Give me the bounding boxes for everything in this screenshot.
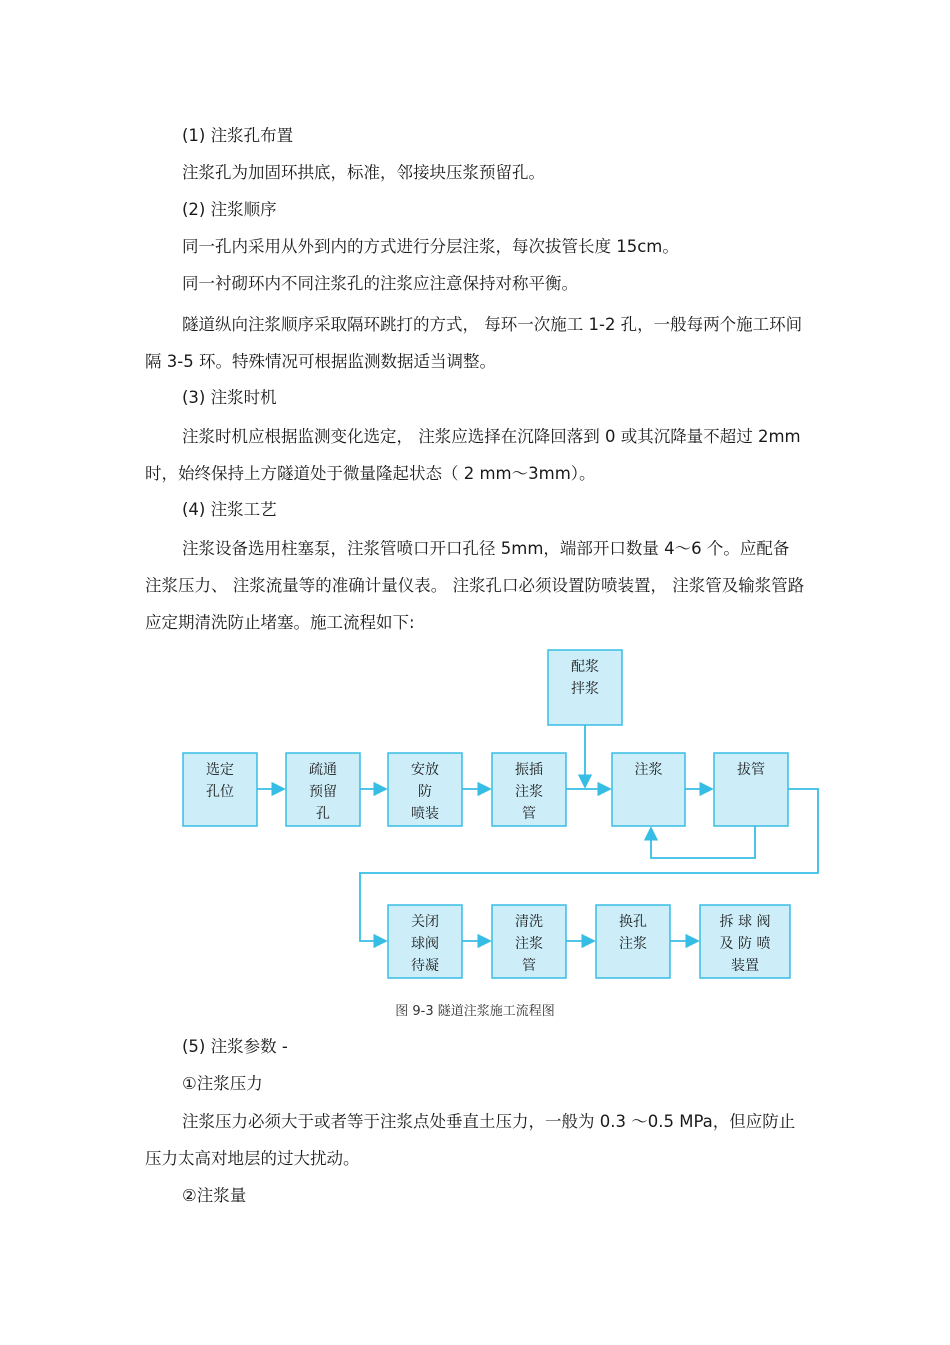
flow-box-label: 拌浆 <box>571 681 599 697</box>
section-1-paragraph: 注浆孔为加固环拱底，标准，邻接块压浆预留孔。 <box>182 163 545 182</box>
flow-box-label: 振插 <box>515 762 543 778</box>
flow-box-label: 配浆 <box>571 659 599 675</box>
figure-caption: 图 9-3 隧道注浆施工流程图 <box>395 1004 555 1019</box>
volume-subheading: ②注浆量 <box>182 1186 247 1205</box>
flow-box-label: 防 <box>418 784 432 800</box>
flow-box-label: 球阀 <box>411 936 439 952</box>
section-3-paragraph: 注浆时机应根据监测变化选定， 注浆应选择在沉降回落到 0 或其沉降量不超过 2mm时，始终保持上方隧道处于微量隆起状态（ 2 mm～3mm）。 <box>145 427 801 483</box>
section-2-paragraph-3: 隧道纵向注浆顺序采取隔环跳打的方式， 每环一次施工 1-2 孔，一般每两个施工环间隔 3-5 环。特殊情况可根据监测数据适当调整。 <box>145 315 803 371</box>
flow-box-label: 关闭 <box>411 914 439 930</box>
pressure-subheading: ①注浆压力 <box>182 1074 263 1093</box>
flow-box-label: 喷装 <box>411 806 439 822</box>
flow-box-label: 预留 <box>309 784 337 800</box>
section-2-paragraph-1: 同一孔内采用从外到内的方式进行分层注浆，每次拔管长度 15cm。 <box>182 237 679 256</box>
flow-box-label: 及 防 喷 <box>719 936 771 952</box>
flow-step-row2-4 <box>700 905 790 978</box>
flow-step-row2-2 <box>492 905 566 978</box>
flow-box-label: 注浆 <box>634 762 663 778</box>
flow-step-row1-6 <box>714 753 788 826</box>
flow-box-label: 孔位 <box>206 784 234 800</box>
flow-step-row1-4 <box>492 753 566 826</box>
flow-box-label: 注浆 <box>515 936 543 952</box>
section-4-heading: (4) 注浆工艺 <box>182 500 277 519</box>
flow-box-label: 疏通 <box>309 762 337 778</box>
pressure-paragraph: 注浆压力必须大于或者等于注浆点处垂直土压力，一般为 0.3 ～0.5 MPa，但应防止压力太高对地层的过大扰动。 <box>145 1112 796 1168</box>
flow-box-label: 清洗 <box>515 914 543 930</box>
flow-step-row2-3 <box>596 905 670 978</box>
section-3-heading: (3) 注浆时机 <box>182 388 277 407</box>
flow-box-label: 拔管 <box>737 762 765 778</box>
flow-box-label: 选定 <box>206 762 234 778</box>
section-2-heading: (2) 注浆顺序 <box>182 200 277 219</box>
section-1-heading: (1) 注浆孔布置 <box>182 126 294 145</box>
flow-box-label: 待凝 <box>411 958 439 974</box>
section-2-paragraph-2: 同一衬砌环内不同注浆孔的注浆应注意保持对称平衡。 <box>182 274 578 293</box>
section-5-heading: (5) 注浆参数 - <box>182 1037 288 1056</box>
flow-step-mix <box>548 650 622 725</box>
flow-arrow <box>651 826 755 858</box>
flow-step-row1-5 <box>612 753 685 826</box>
flow-box-label: 拆 球 阀 <box>719 914 771 930</box>
flow-box-label: 注浆 <box>619 936 647 952</box>
flow-box-label: 注浆 <box>515 784 543 800</box>
flow-box-label: 安放 <box>411 762 439 778</box>
section-4-paragraph: 注浆设备选用柱塞泵，注浆管喷口开口孔径 5mm，端部开口数量 4～6 个。应配备注浆压力、 注浆流量等的准确计量仪表。 注浆孔口必须设置防喷装置， 注浆管及输浆管路应定期清洗防止堵塞。施工流程如下: <box>145 539 805 632</box>
flow-step-row1-3 <box>388 753 462 826</box>
flow-box-label: 换孔 <box>619 914 647 930</box>
flow-step-row1-1 <box>183 753 257 826</box>
flow-step-row1-2 <box>286 753 360 826</box>
flow-box-label: 孔 <box>316 806 330 822</box>
flowchart <box>0 645 950 990</box>
flow-box-label: 装置 <box>731 958 759 974</box>
flow-box-label: 管 <box>522 806 536 822</box>
flow-step-row2-1 <box>388 905 462 978</box>
flow-box-label: 管 <box>522 958 536 974</box>
